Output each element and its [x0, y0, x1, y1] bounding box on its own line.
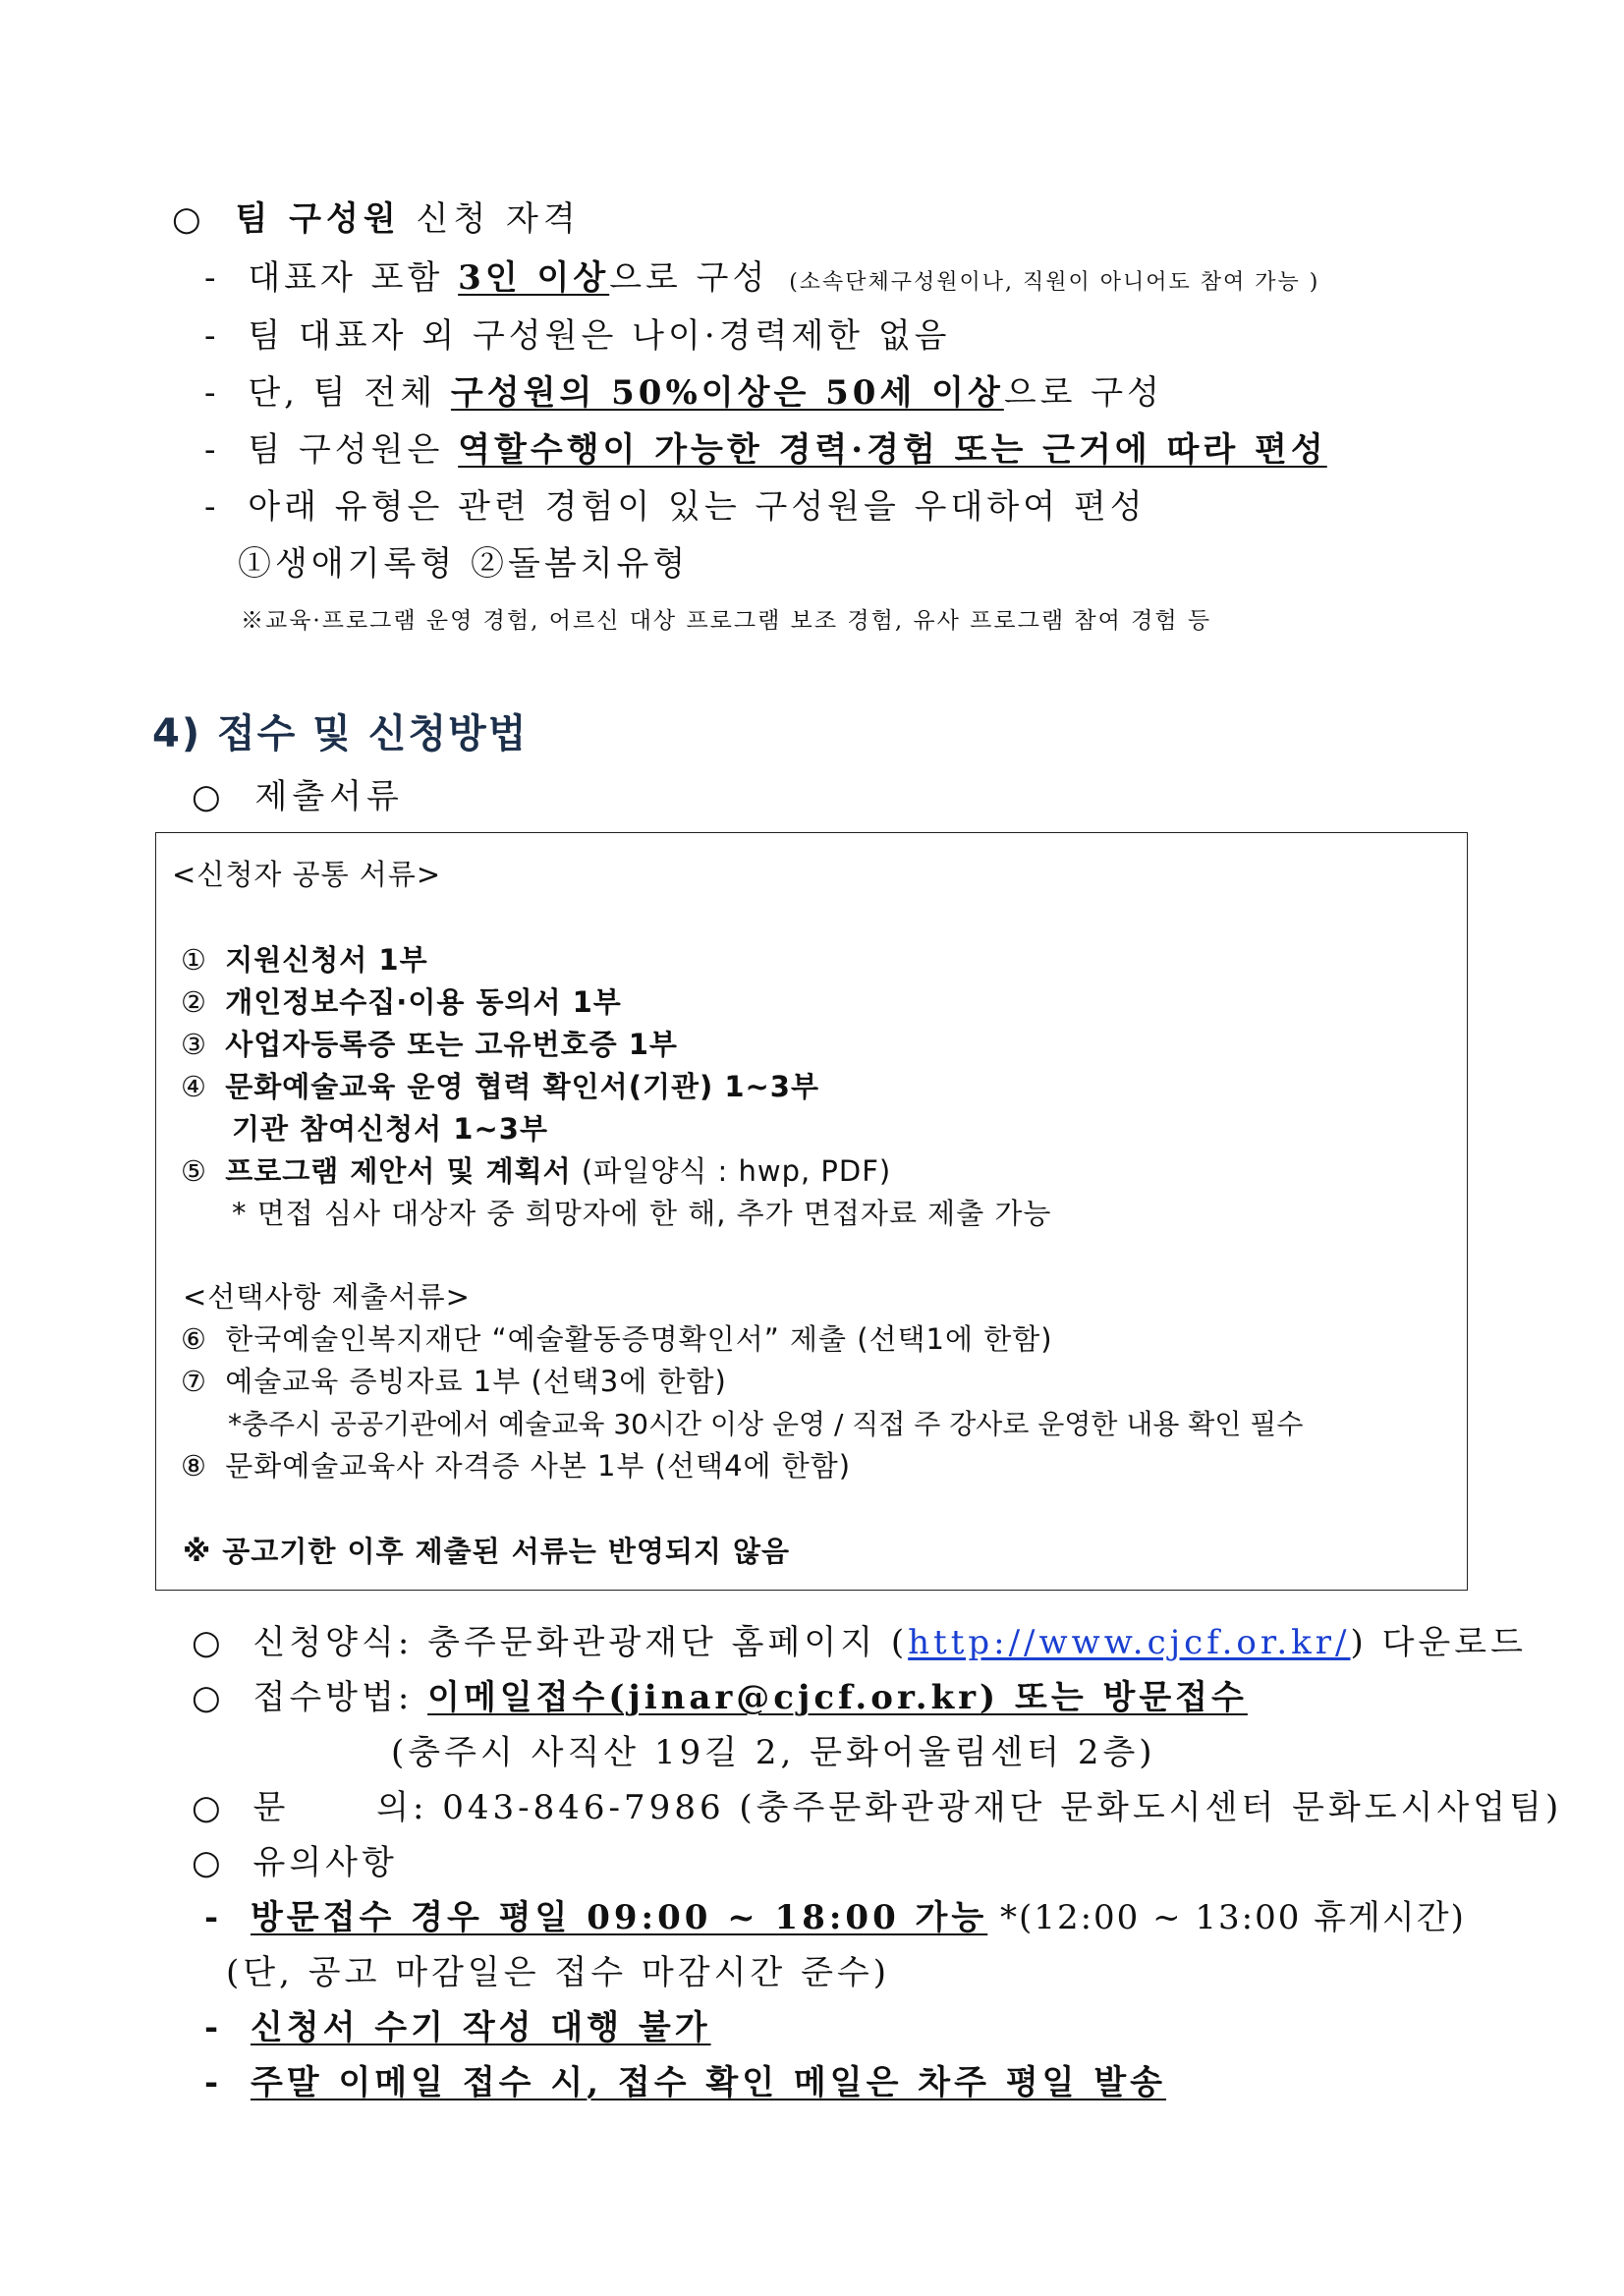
- team-title-bold: 팀 구성원: [235, 199, 401, 239]
- doc-text: 사업자등록증 또는 고유번호증 1부: [225, 1028, 678, 1061]
- dash: -: [204, 487, 220, 527]
- team-title-rest: 신청 자격: [400, 199, 581, 239]
- dash: -: [204, 1898, 223, 1937]
- homepage-link[interactable]: http://www.cjcf.or.kr/: [908, 1623, 1351, 1662]
- emphasis-text: 역할수행이 가능한 경력·경험 또는 근거에 따라 편성: [458, 430, 1327, 470]
- dash: -: [204, 2008, 223, 2047]
- doc-number: ⑦: [181, 1365, 207, 1398]
- doc-item: [181, 1065, 819, 1105]
- text: 으로 구성: [609, 258, 769, 298]
- text: 으로 구성: [1003, 373, 1163, 413]
- text: ) 다운로드: [1350, 1623, 1527, 1662]
- text: 팀 구성원은: [248, 430, 459, 470]
- doc-item: [181, 980, 622, 1021]
- doc-text: 지원신청서 1부: [225, 943, 428, 977]
- team-heading: [172, 192, 581, 240]
- doc-number: ⑤: [181, 1154, 207, 1188]
- dash: -: [204, 373, 220, 413]
- doc-text: 프로그램 제안서 및 계획서: [225, 1154, 572, 1188]
- note-item-detail: [226, 1945, 890, 1993]
- team-item-1: [204, 251, 1319, 299]
- doc-number: ④: [181, 1070, 207, 1103]
- section-heading: 4) 접수 및 신청방법: [152, 711, 529, 756]
- text: 접수방법:: [252, 1678, 428, 1717]
- bullet-circle: ○: [192, 1678, 225, 1717]
- doc-text: 한국예술인복지재단 “예술활동증명확인서” 제출 (선택1에 한함): [225, 1322, 1053, 1356]
- emphasis-text: 주말 이메일 접수 시, 접수 확인 메일은 차주 평일 발송: [250, 2063, 1167, 2102]
- doc-text: 예술교육 증빙자료 1부 (선택3에 한함): [225, 1365, 727, 1398]
- docs-title: [192, 769, 404, 817]
- submission-method-line: [192, 1670, 1248, 1718]
- doc-item: [181, 1149, 891, 1190]
- doc-item: [181, 1444, 851, 1484]
- doc-item: [181, 1317, 1053, 1358]
- text: 유의사항: [252, 1843, 398, 1882]
- text: 아래 유형은 관련 경험이 있는 구성원을 우대하여 편성: [248, 487, 1147, 527]
- emphasis-text: 구성원의 50%이상은 50세 이상: [450, 373, 1004, 413]
- inquiry-contact: 043-846-7986 (충주문화관광재단 문화도시센터 문화도시사업팀): [442, 1788, 1563, 1827]
- bullet-circle: ○: [192, 1843, 225, 1882]
- doc-number: ③: [181, 1028, 207, 1061]
- inquiry-label: 문 의:: [252, 1788, 443, 1827]
- emphasis-text: 신청서 수기 작성 대행 불가: [250, 2008, 711, 2047]
- note-item: [204, 2055, 1166, 2103]
- text: 제출서류: [254, 777, 404, 816]
- doc-text: 기관 참여신청서 1~3부: [232, 1112, 548, 1146]
- emphasis-text: 이메일접수(jinar@cjcf.or.kr) 또는 방문접수: [427, 1678, 1248, 1717]
- dash: -: [204, 430, 220, 470]
- doc-text: 개인정보수집·이용 동의서 1부: [225, 985, 622, 1019]
- visit-address: (충주시 사직산 19길 2, 문화어울림센터 2층): [391, 1733, 1156, 1772]
- team-types: ①생애기록형 ②돌봄치유형: [238, 544, 690, 584]
- dash: -: [204, 316, 220, 356]
- doc-item: [181, 938, 428, 979]
- doc-text: 문화예술교육사 자격증 사본 1부 (선택4에 한함): [225, 1449, 852, 1483]
- emphasis-text: 방문접수 경우 평일 09:00 ~ 18:00 가능: [250, 1898, 988, 1937]
- bullet-circle: ○: [192, 777, 226, 816]
- doc-format-text: (파일양식 : hwp, PDF): [571, 1154, 892, 1188]
- bullet-circle: ○: [192, 1623, 225, 1662]
- text: 신청양식: 충주문화관광재단 홈페이지 (: [252, 1623, 909, 1662]
- inquiry-line: [192, 1780, 1562, 1828]
- text: 팀 대표자 외 구성원은 나이·경력제한 없음: [248, 316, 951, 356]
- doc-text: 문화예술교육 운영 협력 확인서(기관) 1~3부: [225, 1070, 819, 1103]
- doc-number: ⑧: [181, 1449, 207, 1483]
- note-item: [204, 1890, 1466, 1938]
- doc-number: ⑥: [181, 1322, 207, 1356]
- doc-item-note: [228, 1403, 1303, 1442]
- bullet-circle: ○: [172, 199, 206, 239]
- note-text: (소속단체구성원이나, 직원이 아니어도 참여 가능 ): [789, 270, 1320, 295]
- doc-item: [232, 1107, 548, 1148]
- emphasis-text: 3인 이상: [458, 258, 610, 298]
- doc-number: ②: [181, 985, 207, 1019]
- team-item-2: [204, 308, 951, 357]
- optional-docs-header: <선택사항 제출서류>: [183, 1280, 471, 1314]
- doc-item: [181, 1360, 727, 1400]
- doc-number: ①: [181, 943, 207, 977]
- late-submission-warning: ※ 공고기한 이후 제출된 서류는 반영되지 않음: [183, 1535, 791, 1568]
- common-docs-header: <신청자 공통 서류>: [172, 858, 442, 891]
- team-item-3: [204, 365, 1163, 414]
- text: *(12:00 ~ 13:00 휴게시간): [987, 1898, 1466, 1937]
- team-note: ※교육·프로그램 운영 경험, 어르신 대상 프로그램 보조 경험, 유사 프로그램 참여 경험 등: [241, 608, 1212, 634]
- text: (단, 공고 마감일은 접수 마감시간 준수): [226, 1953, 891, 1992]
- application-form-line: [192, 1615, 1527, 1663]
- dash: -: [204, 258, 220, 298]
- dash: -: [204, 2063, 223, 2102]
- team-item-4: [204, 422, 1327, 471]
- note-item: [204, 2000, 711, 2048]
- doc-item: [181, 1023, 678, 1063]
- bullet-circle: ○: [192, 1788, 225, 1827]
- doc-text: *충주시 공공기관에서 예술교육 30시간 이상 운영 / 직접 주 강사로 운영한 내용 확인 필수: [228, 1408, 1304, 1440]
- interview-note: * 면접 심사 대상자 중 희망자에 한 해, 추가 면접자료 제출 가능: [232, 1197, 1052, 1230]
- team-item-5: [204, 479, 1147, 528]
- notes-title: [192, 1835, 398, 1883]
- text: 대표자 포함: [248, 258, 459, 298]
- text: 단, 팀 전체: [248, 373, 451, 413]
